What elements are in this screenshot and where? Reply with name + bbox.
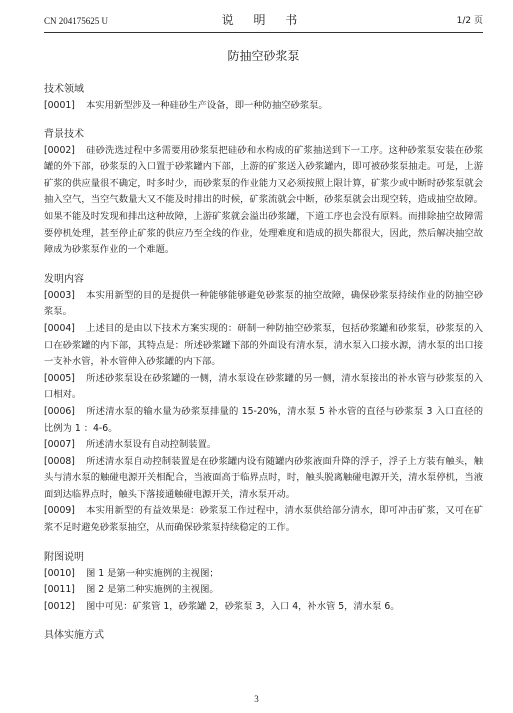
paragraph [44, 143, 483, 259]
paragraph [44, 437, 483, 454]
paragraph [44, 98, 483, 115]
paragraph-number: [0012] [44, 600, 75, 612]
paragraph [44, 566, 483, 583]
page-header [44, 13, 483, 29]
section-heading-embodiment: 具体实施方式 [44, 630, 104, 642]
document-body [44, 48, 483, 644]
paragraph-number: [0002] [44, 144, 75, 156]
paragraph-text: 所述清水泵设有自动控制装置。 [86, 439, 217, 451]
section-heading-background: 背景技术 [44, 128, 84, 140]
paragraph-text: 硅砂洗选过程中多需要用砂浆泵把硅砂和水构成的矿浆抽送到下一工序。这种砂浆泵安装在砂浆罐的外下部，砂浆泵的入口置于砂浆罐内下部，上游的矿浆送入砂浆罐内，即可被砂浆泵抽走。可是，上游矿浆的供应量很不确定，时多时少，而砂浆泵的作业能力又必须按照上限计算，矿浆少或中断时砂浆泵就会抽入空气，当空气数量大又不能及时排出的时候，矿浆流就会中断，砂浆泵就会出现空转，造成抽空故障。如果不能及时发现和排出这种故障，上游矿浆就会溢出砂浆罐，下道工序也会没有原料。而排除抽空故障需要停机处理，甚至停止矿浆的供应乃至全线的作业，处理难度和造成的损失都很大，因此，然后解决抽空故障成为砂浆泵作业的一个难题。 [44, 144, 483, 256]
document-type: 说 明 书 [221, 13, 306, 27]
section-heading-summary: 发明内容 [44, 273, 84, 285]
paragraph-text: 图 1 是第一种实施例的主视图； [86, 567, 219, 579]
paragraph-text: 本实用新型涉及一种硅砂生产设备，即一种防抽空砂浆泵。 [86, 100, 328, 111]
paragraph-text: 上述目的是由以下技术方案实现的：研制一种防抽空砂浆泵，包括砂浆罐和砂浆泵，砂浆泵的入口在砂浆罐的内下部，其特点是：所述砂浆罐下部的外面设有清水泵，清水泵入口接水源，清水泵的出口接一支补水管，补水管伸入砂浆罐的内下部。 [44, 322, 483, 368]
paragraph-number: [0008] [44, 455, 75, 467]
paragraph [44, 321, 483, 371]
paragraph-text: 图 2 是第二种实施例的主视图。 [86, 584, 219, 596]
paragraph-text: 本实用新型的有益效果是：砂浆泵工作过程中，清水泵供给部分清水，即可冲击矿浆，又可在矿浆不足时避免砂浆泵抽空，从而确保砂浆泵持续稳定的工作。 [44, 505, 483, 534]
paragraph-number: [0001] [44, 100, 75, 111]
paragraph-text: 所述清水泵自动控制装置是在砂浆罐内设有随罐内砂浆液面升降的浮子，浮子上方装有触头，触头与清水泵的触碰电源开关相配合，当液面高于临界点时，时，触头脱离触碰电源开关，清水泵停机，当液面到达临界点时，触头下落接通触碰电源开关，清水泵开动。 [44, 455, 483, 500]
paragraph [44, 582, 483, 599]
page-number: 3 [254, 694, 259, 704]
paragraph-number: [0003] [44, 289, 75, 301]
paragraph-text: 所述砂浆泵设在砂浆罐的一侧，清水泵设在砂浆罐的另一侧，清水泵接出的补水管与砂浆泵的入口相对。 [44, 372, 483, 401]
page-info: 1/2 页 [456, 16, 483, 26]
paragraph [44, 404, 483, 437]
paragraph [44, 371, 483, 404]
paragraph [44, 503, 483, 536]
document-title: 防抽空砂浆泵 [227, 49, 300, 63]
paragraph-number: [0007] [44, 439, 75, 451]
patent-number: CN 204175625 U [44, 16, 109, 26]
section-heading-field: 技术领域 [44, 84, 84, 95]
paragraph [44, 599, 483, 616]
paragraph-text: 本实用新型的目的是提供一种能够能够避免砂浆泵的抽空故障，确保砂浆泵持续作业的防抽空砂浆泵。 [44, 289, 483, 318]
paragraph-text: 所述清水泵的输水量为砂浆泵排量的 15-20%，清水泵 5 补水管的直径与砂浆泵 3 入口直径的比例为 1 ：4-6。 [44, 405, 483, 434]
paragraph-number: [0004] [44, 322, 75, 334]
header-divider [44, 32, 483, 33]
paragraph [44, 288, 483, 321]
paragraph-number: [0010] [44, 567, 75, 579]
paragraph-number: [0006] [44, 405, 75, 417]
paragraph [44, 454, 483, 504]
paragraph-text: 图中可见：矿浆管 1，砂浆罐 2，砂浆泵 3，入口 4，补水管 5，清水泵 6。 [86, 600, 400, 612]
paragraph-number: [0009] [44, 505, 75, 517]
paragraph-number: [0011] [44, 584, 75, 596]
section-heading-drawings: 附图说明 [44, 551, 84, 563]
paragraph-number: [0005] [44, 372, 75, 384]
